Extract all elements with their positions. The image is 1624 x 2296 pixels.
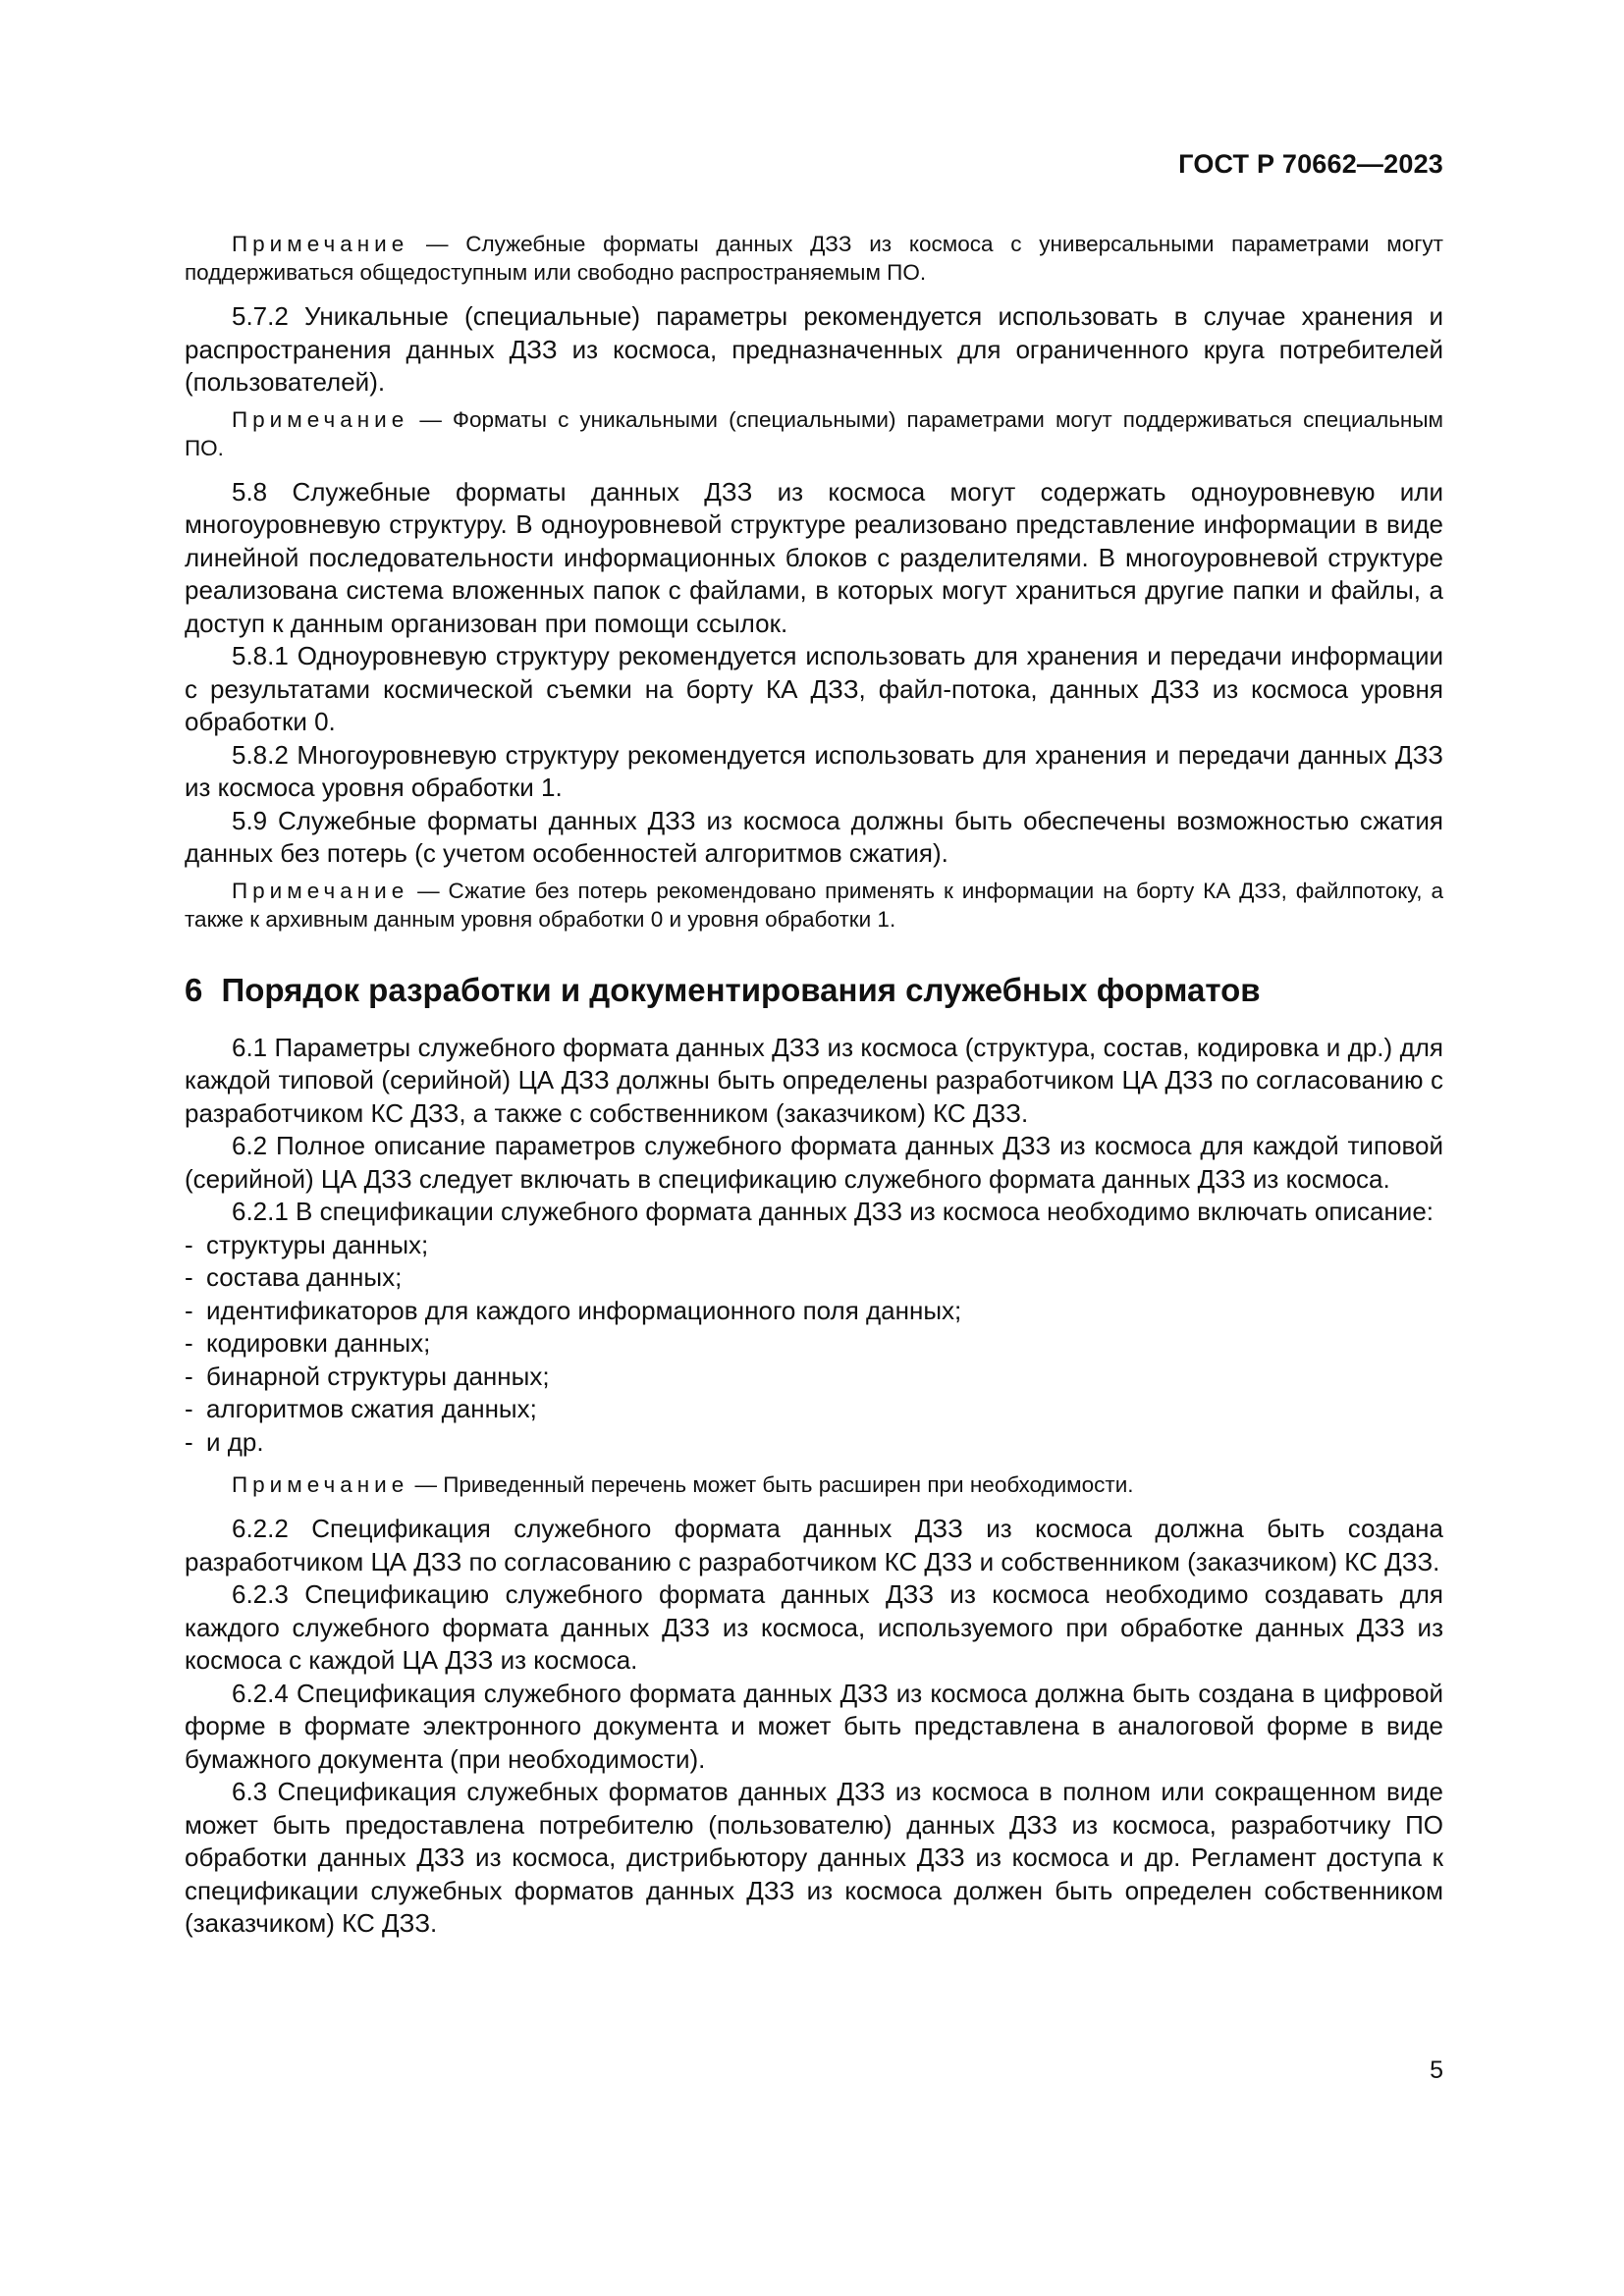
list-item [185, 1426, 1443, 1460]
note-text: — Сжатие без потерь рекомендовано применять к информации на борту КА ДЗЗ, файлпотоку, а также к архивным данным уровня обработки 0 и уровня обработки 1. [185, 878, 1443, 932]
list-item-text: состава данных; [206, 1262, 403, 1292]
note-label: Примечание [232, 1472, 409, 1497]
list-bullet: - [185, 1361, 193, 1391]
document-id-header: ГОСТ Р 70662—2023 [1178, 149, 1443, 179]
section-number: 6 [185, 971, 203, 1008]
list-bullet: - [185, 1295, 193, 1325]
list-item-text: бинарной структуры данных; [206, 1361, 550, 1391]
document-body [185, 224, 1443, 1941]
description-list [185, 1229, 1443, 1460]
clause-5-8: 5.8 Служебные форматы данных ДЗЗ из космоса могут содержать одноуровневую или многоуровневую структуру. В одноуровневой структуре реализовано представление информации в виде линейной последовательности информационных блоков с разделителями. В многоуровневой структуре реализована система вложенных папок с файлами, в которых могут храниться другие папки и файлы, а доступ к данным организован при помощи ссылок. [185, 476, 1443, 638]
clause-6-2: 6.2 Полное описание параметров служебного формата данных ДЗЗ из космоса для каждой типовой (серийной) ЦА ДЗЗ следует включать в спецификацию служебного формата данных ДЗЗ из космоса. [185, 1131, 1443, 1194]
list-bullet: - [185, 1394, 193, 1423]
list-item [185, 1327, 1443, 1361]
note-text: — Форматы с уникальными (специальными) параметрами могут поддерживаться специальным ПО. [185, 406, 1443, 460]
list-item [185, 1261, 1443, 1295]
section-title: Порядок разработки и документирования служебных форматов [221, 971, 1261, 1008]
clause-5-8-1: 5.8.1 Одноуровневую структуру рекомендуется использовать для хранения и передачи информации с результатами космической съемки на борту КА ДЗЗ, файл-потока, данных ДЗЗ из космоса уровня обработки 0. [185, 641, 1443, 736]
note-label: Примечание [232, 406, 409, 432]
note-paragraph [185, 877, 1443, 934]
note-label: Примечание [232, 878, 409, 903]
clause-6-2-3: 6.2.3 Спецификацию служебного формата данных ДЗЗ из космоса необходимо создавать для каждого служебного формата данных ДЗЗ из космоса, используемого при обработке данных ДЗЗ из космоса с каждой ЦА ДЗЗ из космоса. [185, 1579, 1443, 1675]
list-bullet: - [185, 1426, 193, 1457]
clause-5-8-2: 5.8.2 Многоуровневую структуру рекомендуется использовать для хранения и передачи данных ДЗЗ из космоса уровня обработки 1. [185, 739, 1443, 802]
list-bullet: - [185, 1262, 193, 1292]
list-bullet: - [185, 1229, 193, 1259]
list-item-text: и др. [206, 1426, 264, 1457]
clause-5-9: 5.9 Служебные форматы данных ДЗЗ из космоса должны быть обеспечены возможностью сжатия данных без потерь (с учетом особенностей алгоритмов сжатия). [185, 805, 1443, 868]
list-item-text: алгоритмов сжатия данных; [206, 1394, 537, 1423]
list-item [185, 1361, 1443, 1394]
note-paragraph [185, 1470, 1443, 1499]
clause-6-3: 6.3 Спецификация служебных форматов данных ДЗЗ из космоса в полном или сокращенном виде может быть предоставлена потребителю (пользователю) данных ДЗЗ из космоса, разработчику ПО обработки данных ДЗЗ из космоса, дистрибьютору данных ДЗЗ из космоса и др. Регламент доступа к спецификации служебных форматов данных ДЗЗ из космоса должен быть определен собственником (заказчиком) КС ДЗЗ. [185, 1777, 1443, 1938]
list-bullet: - [185, 1328, 193, 1358]
list-item [185, 1229, 1443, 1262]
clause-6-2-2: 6.2.2 Спецификация служебного формата данных ДЗЗ из космоса должна быть создана разработчиком ЦА ДЗЗ по согласованию с разработчиком КС ДЗЗ и собственником (заказчиком) КС ДЗЗ. [185, 1514, 1443, 1576]
list-item [185, 1393, 1443, 1426]
clause-6-2-1: 6.2.1 В спецификации служебного формата данных ДЗЗ из космоса необходимо включать описание: [232, 1197, 1435, 1226]
section-6-heading [185, 971, 1443, 1010]
clause-6-2-4: 6.2.4 Спецификация служебного формата данных ДЗЗ из космоса должна быть создана в цифровой форме в формате электронного документа и может быть представлена в аналоговой форме в виде бумажного документа (при необходимости). [185, 1678, 1443, 1774]
list-item-text: кодировки данных; [206, 1328, 431, 1358]
note-paragraph [185, 230, 1443, 287]
list-item-text: идентификаторов для каждого информационного поля данных; [206, 1295, 962, 1325]
note-label: Примечание [232, 232, 409, 256]
note-text: — Приведенный перечень может быть расширен при необходимости. [414, 1472, 1134, 1497]
note-paragraph [185, 405, 1443, 462]
list-item [185, 1295, 1443, 1328]
clause-5-7-2: 5.7.2 Уникальные (специальные) параметры рекомендуется использовать в случае хранения и распространения данных ДЗЗ из космоса, предназначенных для ограниченного круга потребителей (пользователей). [185, 301, 1443, 397]
page-number: 5 [1430, 2056, 1443, 2084]
list-item-text: структуры данных; [206, 1229, 429, 1259]
note-text: — Служебные форматы данных ДЗЗ из космоса с универсальными параметрами могут поддерживаться общедоступным или свободно распространяемым ПО. [185, 232, 1443, 285]
clause-6-1: 6.1 Параметры служебного формата данных ДЗЗ из космоса (структура, состав, кодировка и др.) для каждой типовой (серийной) ЦА ДЗЗ должны быть определены разработчиком ЦА ДЗЗ по согласованию с разработчиком КС ДЗЗ, а также с собственником (заказчиком) КС ДЗЗ. [185, 1032, 1443, 1128]
